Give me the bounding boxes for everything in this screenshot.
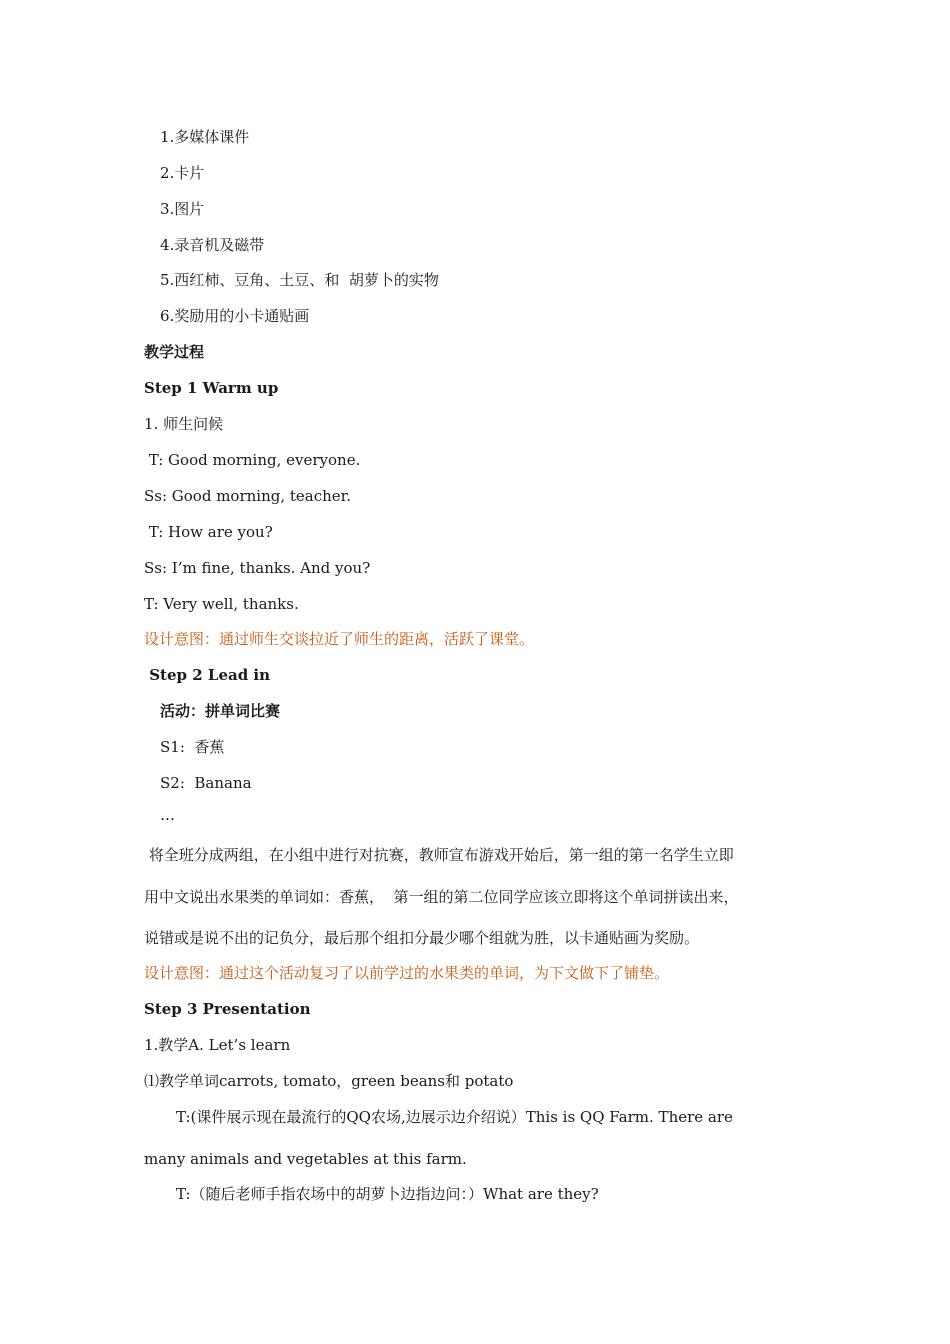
step1-title: Step 1 Warm up — [144, 379, 279, 397]
material-item-3: 3.图片 — [160, 200, 205, 218]
step2-description-line: 说错或是说不出的记负分，最后那个组扣分最少哪个组就为胜，以卡通贴画为奖励。 — [144, 929, 700, 947]
step3-item: 1.教学A. Let’s learn — [144, 1036, 291, 1054]
step1-item: 1. 师生问候 — [144, 415, 224, 433]
step2-description-line: 将全班分成两组，在小组中进行对抗赛，教师宣布游戏开始后，第一组的第一名学生立即 — [144, 846, 734, 864]
step2-description-line: 用中文说出水果类的单词如：香蕉， 第一组的第二位同学应该立即将这个单词拼读出来， — [144, 888, 739, 906]
step3-line: T:(课件展示现在最流行的QQ农场,边展示边介绍说）This is QQ Farm. There are — [176, 1108, 733, 1126]
process-heading: 教学过程 — [144, 343, 205, 361]
dialog-line: T: Very well, thanks. — [144, 595, 299, 613]
material-item-1: 1.多媒体课件 — [160, 128, 250, 146]
step3-title: Step 3 Presentation — [144, 1000, 311, 1018]
step2-line: … — [160, 806, 175, 824]
material-item-5: 5.西红柿、豆角、土豆、和 胡萝卜的实物 — [160, 271, 439, 289]
dialog-line: Ss: I’m fine, thanks. And you? — [144, 559, 371, 577]
material-item-4: 4.录音机及磁带 — [160, 236, 265, 254]
step3-line: many animals and vegetables at this farm. — [144, 1150, 467, 1168]
dialog-line: T: Good morning, everyone. — [144, 451, 361, 469]
step2-title: Step 2 Lead in — [144, 666, 271, 684]
step2-activity: 活动：拼单词比赛 — [160, 702, 281, 720]
step3-subitem: ⑴教学单词carrots, tomato，green beans和 potato — [144, 1072, 514, 1090]
material-item-6: 6.奖励用的小卡通贴画 — [160, 307, 310, 325]
step2-design-intent: 设计意图：通过这个活动复习了以前学过的水果类的单词，为下文做下了铺垫。 — [144, 964, 670, 982]
dialog-line: Ss: Good morning, teacher. — [144, 487, 351, 505]
step2-line: S1: 香蕉 — [160, 738, 225, 756]
material-item-2: 2.卡片 — [160, 164, 205, 182]
step2-line: S2: Banana — [160, 774, 252, 792]
step1-design-intent: 设计意图：通过师生交谈拉近了师生的距离，活跃了课堂。 — [144, 630, 535, 648]
step3-line: T:（随后老师手指农场中的胡萝卜边指边问：）What are they? — [176, 1185, 599, 1203]
dialog-line: T: How are you? — [144, 523, 273, 541]
